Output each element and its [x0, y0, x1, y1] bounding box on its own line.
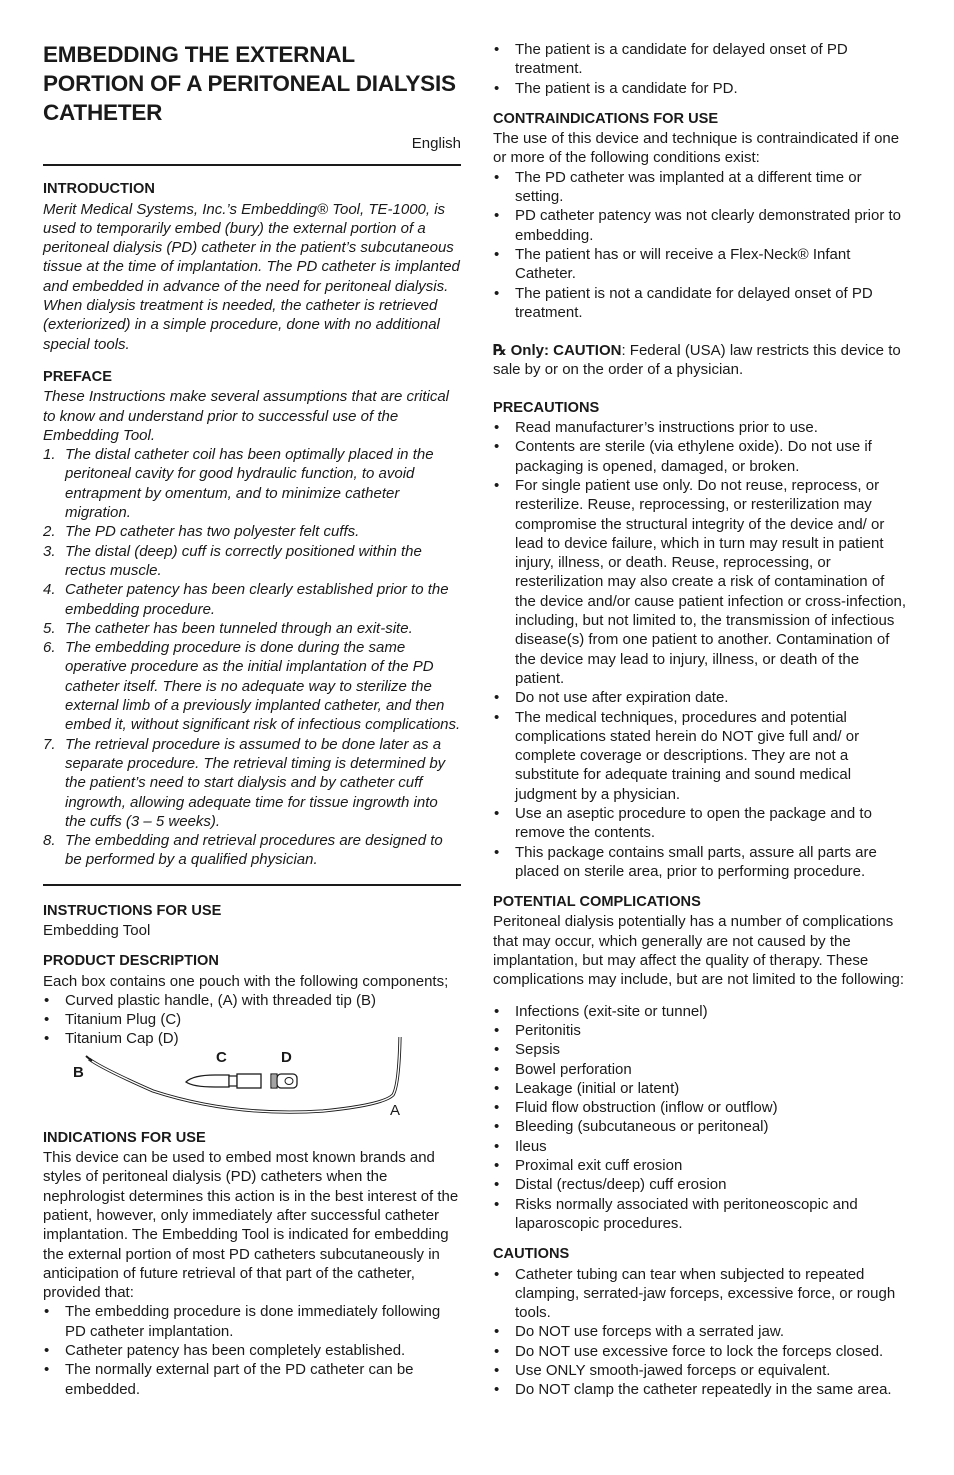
indications-list [43, 1302, 461, 1398]
product-description-section [43, 952, 461, 1118]
preface-intro: These Instructions make several assumptions that are critical to know and understand prior to successful use of the Embedding Tool. [43, 388, 450, 444]
contraindications-intro: The use of this device and technique is contraindicated if one or more of the following conditions exist: [493, 130, 900, 167]
list-item: • PD catheter patency was not clearly demonstrated prior to embedding. [493, 206, 909, 245]
cautions-list [493, 1265, 909, 1400]
embedding-tool-diagram [43, 1029, 461, 1119]
list-item: • Peritonitis [493, 1021, 909, 1040]
right-column [493, 40, 909, 1414]
left-column [43, 40, 461, 1413]
list-item: • The patient is not a candidate for delayed onset of PD treatment. [493, 284, 909, 323]
indications-list-continued [493, 40, 909, 98]
list-item: 5. The catheter has been tunneled through an exit-site. [43, 619, 413, 637]
rx-label: Only: CAUTION [506, 342, 622, 360]
contraindications-heading: CONTRAINDICATIONS FOR USE [493, 110, 719, 127]
indications-body: This device can be used to embed most known brands and styles of peritoneal dialysis (PD) catheters when the nephrologist determines this action is in the best interest of the patient, however, only immediately after successful catheter implantation. The Embedding Tool is indicated for embedding the external portion of most PD catheters subcutaneously in anticipation of future retrieval of that part of the catheter, provided that: [43, 1149, 459, 1302]
label-b: B [73, 1063, 84, 1081]
list-item: • Leakage (initial or latent) [493, 1079, 909, 1098]
list-item: • Risks normally associated with peritoneoscopic and laparoscopic procedures. [493, 1195, 909, 1234]
divider [43, 164, 461, 166]
list-item: • Fluid flow obstruction (inflow or outflow) [493, 1098, 909, 1117]
precautions-heading: PRECAUTIONS [493, 399, 600, 416]
complications-list [493, 1002, 909, 1234]
preface-section [43, 368, 461, 870]
list-item: • Use ONLY smooth-jawed forceps or equivalent. [493, 1361, 909, 1380]
indications-section [43, 1129, 461, 1399]
language-label: English [411, 135, 461, 152]
list-item: • The patient has or will receive a Flex-Neck® Infant Catheter. [493, 245, 909, 284]
embedding-tool-illustration [43, 1029, 461, 1119]
cautions-heading: CAUTIONS [493, 1246, 570, 1263]
list-item: • Bowel perforation [493, 1060, 909, 1079]
contraindications-list [493, 168, 909, 322]
list-item: • Titanium Cap (D) [43, 1029, 461, 1048]
list-item: • Catheter patency has been completely established. [43, 1341, 461, 1360]
product-description-intro: Each box contains one pouch with the following components; [43, 972, 449, 990]
list-item: • The normally external part of the PD catheter can be embedded. [43, 1360, 461, 1399]
list-item: • Bleeding (subcutaneous or peritoneal) [493, 1117, 909, 1136]
list-item: • Ileus [493, 1137, 909, 1156]
instructions-subtitle: Embedding Tool [43, 921, 151, 939]
list-item: • The patient is a candidate for delayed onset of PD treatment. [493, 40, 909, 79]
list-item: • Curved plastic handle, (A) with threaded tip (B) [43, 991, 461, 1010]
label-d: D [281, 1048, 292, 1066]
preface-heading: PREFACE [43, 368, 112, 385]
instructions-heading: INSTRUCTIONS FOR USE [43, 902, 222, 919]
list-item: • Do NOT clamp the catheter repeatedly in the same area. [493, 1380, 909, 1399]
list-item: • The embedding procedure is done immediately following PD catheter implantation. [43, 1302, 461, 1341]
list-item: • The medical techniques, procedures and potential complications stated herein do NOT give full and/ or complete coverage or descriptions. They are not a substitute for adequate training and sound medical judgment by a physician. [493, 708, 909, 804]
label-a: A [390, 1101, 401, 1119]
list-item: 8. The embedding and retrieval procedures are designed to be performed by a qualified physician. [43, 832, 443, 869]
list-item: • Do not use after expiration date. [493, 688, 909, 707]
divider [43, 884, 461, 886]
list-item: • The patient is a candidate for PD. [493, 79, 909, 98]
list-item: • Distal (rectus/deep) cuff erosion [493, 1175, 909, 1194]
list-item: • This package contains small parts, assure all parts are placed on sterile area, prior to performing procedure. [493, 843, 909, 882]
list-item: • The PD catheter was implanted at a different time or setting. [493, 168, 909, 207]
list-item: • Infections (exit-site or tunnel) [493, 1002, 909, 1021]
rx-text: : Federal (USA) law restricts this device to sale by or on the order of a physician. [493, 342, 901, 379]
precautions-list [493, 418, 909, 881]
complications-intro: Peritoneal dialysis potentially has a number of complications that may occur, which generally are not caused by the implantation, but may affect the quality of therapy. These complications may include, but are not limited to the following: [493, 913, 905, 989]
precautions-section [493, 399, 909, 881]
introduction-heading: INTRODUCTION [43, 181, 155, 198]
list-item: • For single patient use only. Do not reuse, reprocess, or resterilize. Reuse, reprocessing, or resterilization may compromise the structural integrity of the device and/ or lead to device failure, which in turn may result in patient injury, illness, or death. Reuse, reprocessing, or resterilization may also create a risk of contamination of the device and/or cause patient infection or cross-infection, including, but not limited to, the transmission of infectious disease(s) from one patient to another. Contamination of the device may lead to injury, illness, or death of the patient. [493, 476, 909, 688]
complications-heading: POTENTIAL COMPLICATIONS [493, 894, 701, 911]
list-item: 2. The PD catheter has two polyester felt cuffs. [43, 523, 360, 541]
list-item: • Read manufacturer’s instructions prior to use. [493, 418, 909, 437]
list-item: • Sepsis [493, 1040, 909, 1059]
list-item: 3. The distal (deep) cuff is correctly positioned within the rectus muscle. [43, 542, 422, 579]
list-item: • Titanium Plug (C) [43, 1010, 461, 1029]
instructions-section [43, 902, 461, 941]
product-description-heading: PRODUCT DESCRIPTION [43, 953, 219, 970]
list-item: • Use an aseptic procedure to open the package and to remove the contents. [493, 804, 909, 843]
introduction-body: Merit Medical Systems, Inc.’s Embedding® Tool, TE-1000, is used to temporarily embed (bury) the external portion of a peritoneal dialysis (PD) catheter in the patient’s subcutaneous tissue at the time of implantation. The PD catheter is implanted and embedded in advance of the need for peritoneal dialysis. When dialysis treatment is needed, the catheter is retrieved (exteriorized) in a simple procedure, done with no additional special tools. [43, 200, 460, 353]
list-item: • Proximal exit cuff erosion [493, 1156, 909, 1175]
list-item: • Catheter tubing can tear when subjected to repeated clamping, serrated-jaw forceps, excessive force, or rough tools. [493, 1265, 909, 1323]
list-item: • Do NOT use excessive force to lock the forceps closed. [493, 1342, 909, 1361]
introduction-section [43, 180, 461, 354]
list-item: 6. The embedding procedure is done during the same operative procedure as the initial implantation of the PD catheter itself. There is no adequate way to sterilize the external limb of a previously implanted catheter, and then embed it, without significant risk of infectious complications. [43, 639, 461, 734]
complications-section [493, 893, 909, 1233]
cautions-section [493, 1245, 909, 1399]
document-title: EMBEDDING THE EXTERNAL PORTION OF A PERITONEAL DIALYSIS CATHETER [43, 42, 456, 125]
list-item: • Do NOT use forceps with a serrated jaw. [493, 1322, 909, 1341]
rx-symbol: ℞ [493, 342, 507, 360]
list-item: 1. The distal catheter coil has been optimally placed in the peritoneal cavity for good hydraulic function, to avoid entrapment by omentum, and to minimize catheter migration. [43, 446, 434, 522]
list-item: 4. Catheter patency has been clearly established prior to the embedding procedure. [43, 581, 449, 618]
rx-caution [493, 341, 909, 380]
preface-list [43, 445, 461, 870]
label-c: C [216, 1048, 227, 1066]
list-item: 7. The retrieval procedure is assumed to be done later as a separate procedure. The retrieval timing is determined by the patient’s need to start dialysis and by catheter cuff ingrowth, allowing adequate time for tissue ingrowth into the cuffs (3 – 5 weeks). [43, 735, 446, 830]
list-item: • Contents are sterile (via ethylene oxide). Do not use if packaging is opened, damaged, or broken. [493, 437, 909, 476]
contraindications-section [493, 110, 909, 322]
indications-heading: INDICATIONS FOR USE [43, 1129, 206, 1146]
